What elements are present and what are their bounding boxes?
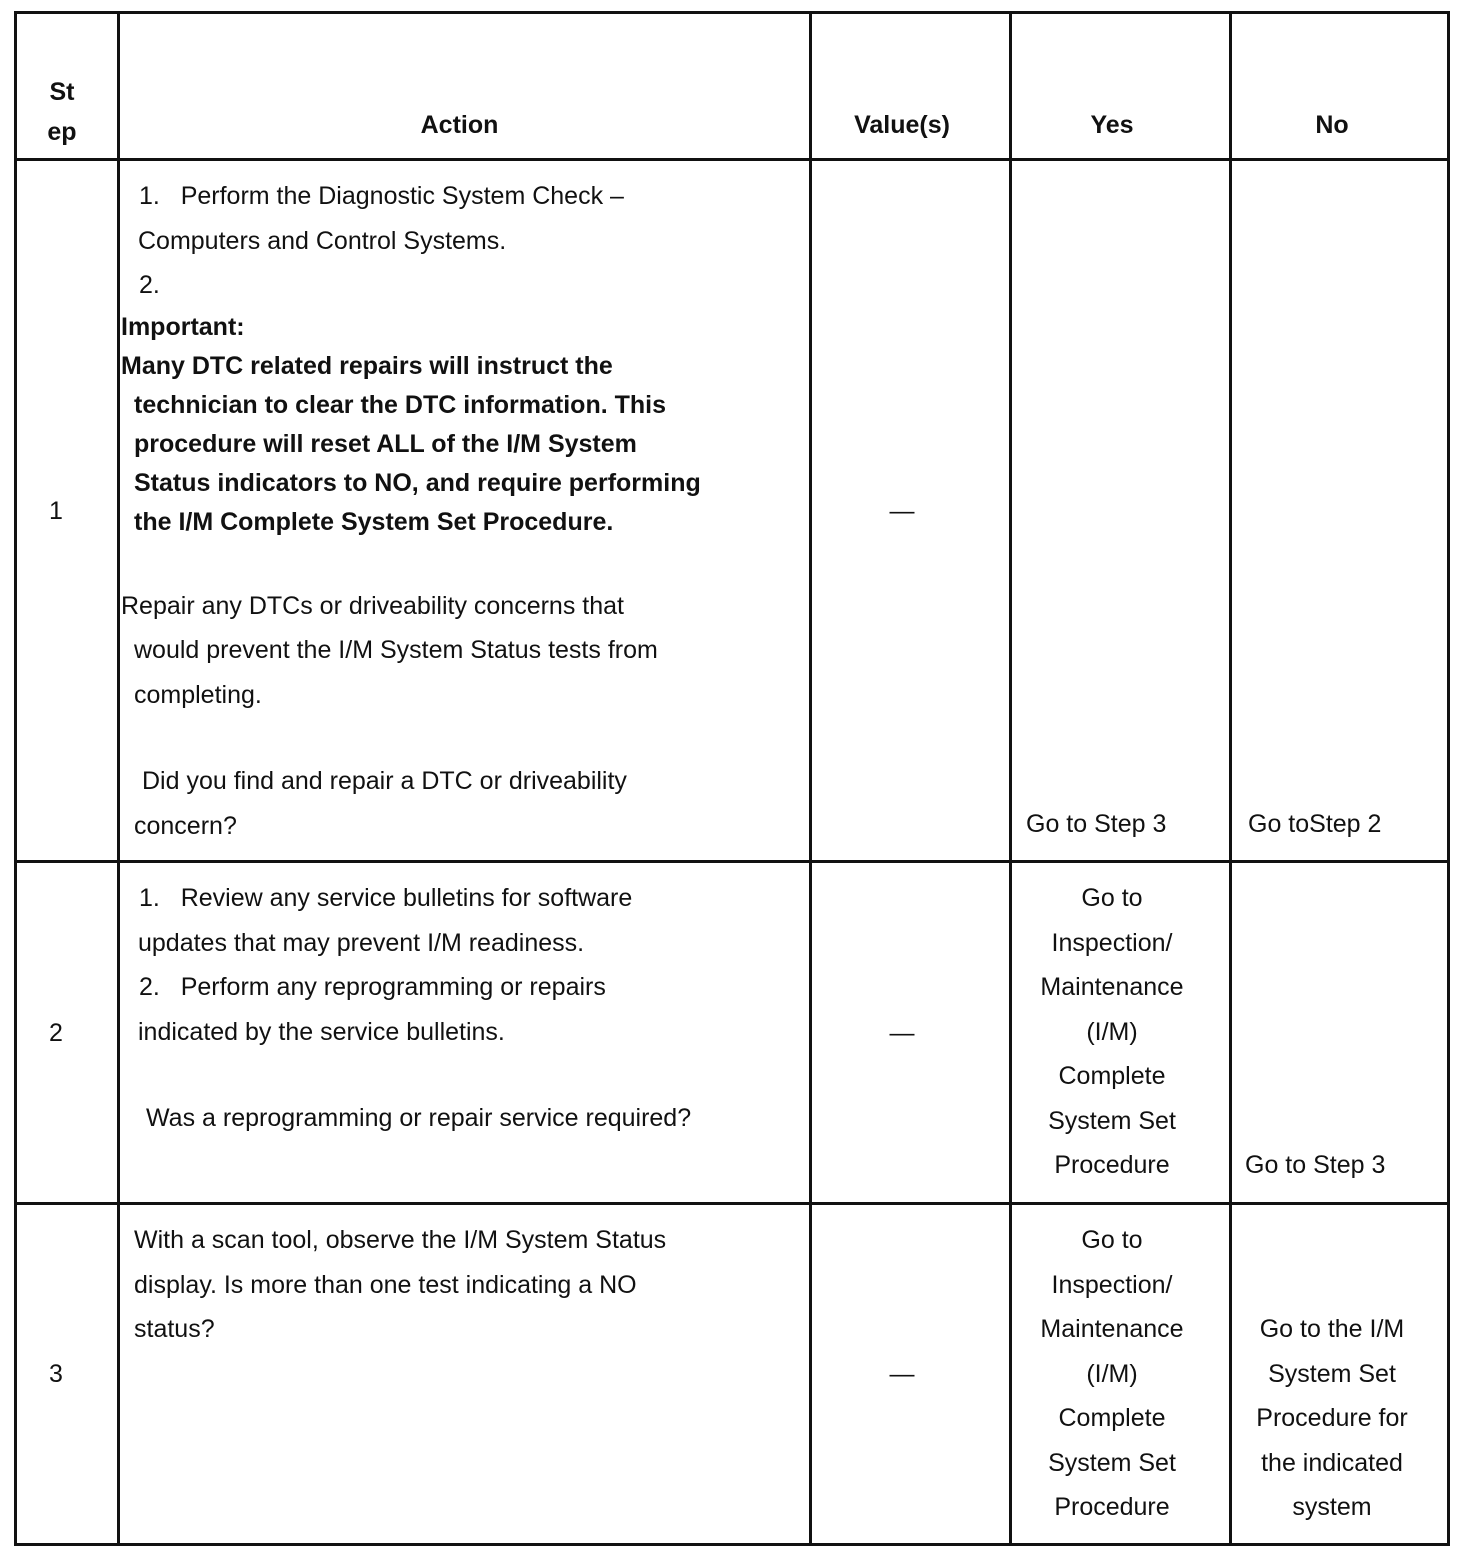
grid-line xyxy=(17,860,1447,863)
header-values: Value(s) xyxy=(854,111,950,139)
list-text: Review any service bulletins for software xyxy=(180,884,633,912)
no-link-line: Go to the I/M xyxy=(1259,1315,1405,1343)
no-link-line: system xyxy=(1292,1493,1372,1521)
question-text: concern? xyxy=(134,811,237,840)
action-row-2 xyxy=(121,876,801,1141)
no-link[interactable]: Go toStep 2 xyxy=(1248,810,1382,838)
no-link[interactable]: Go to Step 3 xyxy=(1245,1151,1386,1179)
yes-link-line: (I/M) xyxy=(1086,1359,1138,1388)
list-item xyxy=(121,965,801,1010)
list-text: Perform the Diagnostic System Check – xyxy=(180,182,624,210)
question-text: Did you find and repair a DTC or driveability xyxy=(142,767,627,795)
yes-link-line: System Set xyxy=(1048,1106,1176,1135)
repair-text: would prevent the I/M System Status tests from xyxy=(134,636,658,664)
header-step xyxy=(17,72,107,152)
grid-line xyxy=(809,14,812,1543)
repair-text: completing. xyxy=(134,680,262,709)
yes-link-line: System Set xyxy=(1048,1448,1176,1477)
yes-link-line: Complete xyxy=(1058,1062,1166,1090)
yes-link[interactable] xyxy=(1009,876,1215,1188)
question-text: Was a reprogramming or repair service required? xyxy=(146,1104,692,1132)
value-cell: — xyxy=(889,1019,915,1047)
important-text: Status indicators to NO, and require performing xyxy=(134,468,701,497)
step-number: 2 xyxy=(49,1019,63,1047)
list-text: Perform any reprogramming or repairs xyxy=(180,973,606,1001)
list-number: 2. xyxy=(139,973,160,1001)
important-label: Important: xyxy=(121,312,245,341)
header-action: Action xyxy=(420,111,499,139)
value-cell: — xyxy=(889,497,915,525)
action-row-3 xyxy=(134,1218,804,1352)
no-link-line: the indicated xyxy=(1261,1448,1403,1477)
yes-link-line: Maintenance xyxy=(1040,1315,1184,1343)
yes-link-line: Inspection/ xyxy=(1051,1270,1173,1299)
yes-link-line: Inspection/ xyxy=(1051,928,1173,957)
yes-link-line: (I/M) xyxy=(1086,1017,1138,1046)
grid-line xyxy=(17,158,1447,161)
repair-text: Repair any DTCs or driveability concerns that xyxy=(121,591,624,620)
diagnostic-table xyxy=(14,11,1450,1546)
list-text: updates that may prevent I/M readiness. xyxy=(138,928,585,957)
action-text: With a scan tool, observe the I/M System Status xyxy=(134,1226,667,1254)
list-text: Computers and Control Systems. xyxy=(138,226,507,255)
step-number: 1 xyxy=(49,497,63,525)
yes-link[interactable]: Go to Step 3 xyxy=(1026,810,1167,838)
list-text: indicated by the service bulletins. xyxy=(138,1017,505,1046)
important-text: procedure will reset ALL of the I/M System xyxy=(134,429,637,458)
no-link[interactable] xyxy=(1229,1307,1435,1530)
yes-link[interactable] xyxy=(1009,1218,1215,1530)
header-step-line: ep xyxy=(47,118,77,146)
yes-link-line: Go to xyxy=(1081,1226,1143,1254)
yes-link-line: Complete xyxy=(1058,1404,1166,1432)
header-no: No xyxy=(1315,111,1349,139)
important-text: technician to clear the DTC information. This xyxy=(134,390,667,419)
important-text: Many DTC related repairs will instruct the xyxy=(121,351,613,380)
no-link-line: Procedure for xyxy=(1256,1404,1408,1432)
list-number: 1. xyxy=(139,182,160,210)
list-item xyxy=(121,174,801,219)
list-number: 1. xyxy=(139,884,160,912)
grid-line xyxy=(117,14,120,1543)
step-number: 3 xyxy=(49,1360,63,1388)
yes-link-line: Procedure xyxy=(1054,1493,1170,1521)
yes-link-line: Procedure xyxy=(1054,1151,1170,1179)
action-text: display. Is more than one test indicating a NO xyxy=(134,1270,637,1299)
no-link-line: System Set xyxy=(1268,1359,1396,1388)
header-yes: Yes xyxy=(1090,111,1134,139)
list-number: 2. xyxy=(139,271,160,299)
value-cell: — xyxy=(889,1360,915,1388)
list-item xyxy=(121,876,801,921)
action-row-1 xyxy=(121,174,801,848)
important-text: the I/M Complete System Set Procedure. xyxy=(134,507,614,536)
grid-line xyxy=(17,1202,1447,1205)
yes-link-line: Go to xyxy=(1081,884,1143,912)
header-step-line: St xyxy=(49,78,75,106)
yes-link-line: Maintenance xyxy=(1040,973,1184,1001)
action-text: status? xyxy=(134,1315,215,1343)
